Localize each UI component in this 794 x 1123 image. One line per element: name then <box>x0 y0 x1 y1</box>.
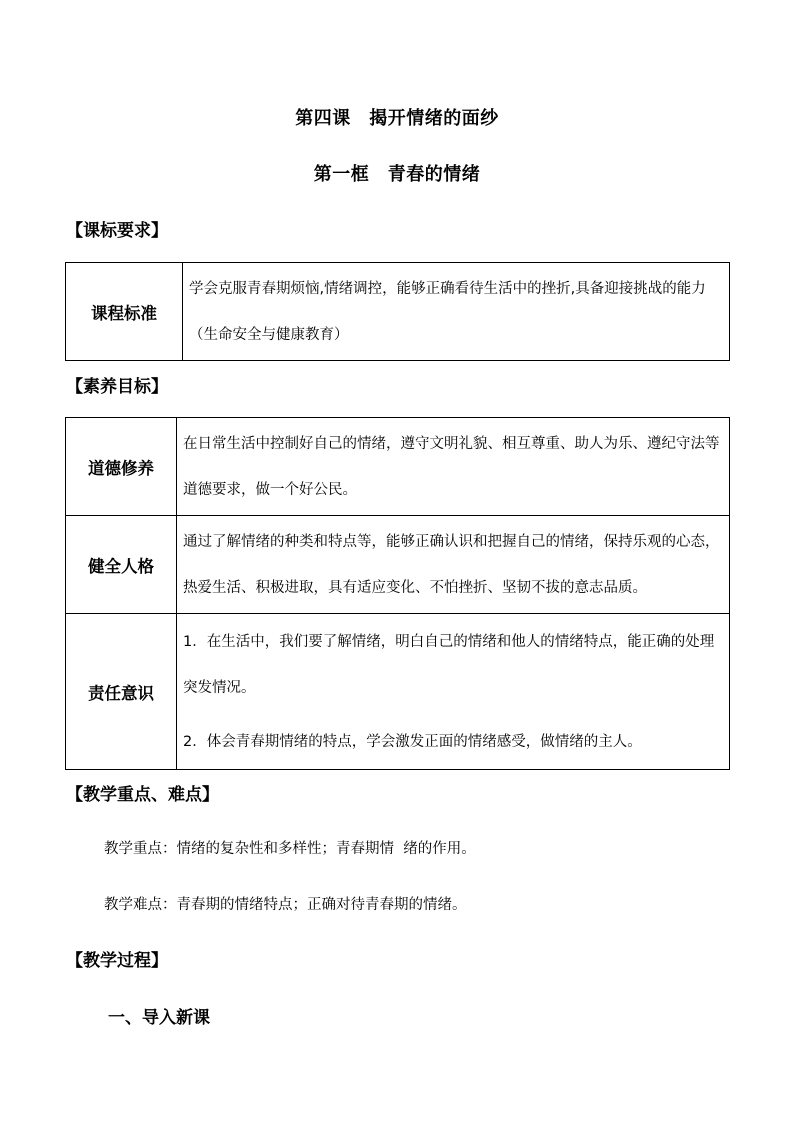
goal-label: 道德修养 <box>66 418 177 516</box>
goal-paragraph: 通过了解情绪的种类和特点等，能够正确认识和把握自己的情绪，保持乐观的心态，热爱生活、积极进取，具有适应变化、不怕挫折、坚韧不拔的意志品质。 <box>183 533 720 596</box>
goal-row-morality <box>66 418 730 516</box>
teaching-difficulty: 教学难点：青春期的情绪特点；正确对待青春期的情绪。 <box>104 897 467 913</box>
literacy-goals-heading: 【素养目标】 <box>66 377 168 397</box>
curriculum-paragraph: 学会克服青春期烦恼,情绪调控，能够正确看待生活中的挫折,具备迎接挑战的能力（生命安全与健康教育） <box>189 280 706 343</box>
teaching-focus: 教学重点：情绪的复杂性和多样性；青春期情 绪的作用。 <box>104 841 476 857</box>
curriculum-table <box>65 262 730 361</box>
literacy-goals-table <box>65 417 730 770</box>
section-title: 第一框 青春的情绪 <box>313 164 481 185</box>
goal-content <box>177 614 730 770</box>
goal-label: 健全人格 <box>66 516 177 614</box>
lesson-title: 第四课 揭开情绪的面纱 <box>295 108 499 129</box>
curriculum-heading: 【课标要求】 <box>66 221 168 241</box>
goal-content <box>177 516 730 614</box>
goal-row-responsibility <box>66 614 730 770</box>
goal-paragraph: 1．在生活中，我们要了解情绪，明白自己的情绪和他人的情绪特点，能正确的处理突发情况。 <box>183 633 715 696</box>
step-intro-heading: 一、导入新课 <box>108 1008 210 1028</box>
goal-row-personality <box>66 516 730 614</box>
goal-paragraph: 2．体会青春期情绪的特点，学会激发正面的情绪感受，做情绪的主人。 <box>183 733 642 750</box>
goal-label: 责任意识 <box>66 614 177 770</box>
curriculum-text <box>183 263 730 361</box>
goal-paragraph: 在日常生活中控制好自己的情绪，遵守文明礼貌、相互尊重、助人为乐、遵纪守法等道德要求，做一个好公民。 <box>183 435 720 498</box>
key-points-heading: 【教学重点、难点】 <box>66 785 219 805</box>
goal-content <box>177 418 730 516</box>
teaching-process-heading: 【教学过程】 <box>66 951 168 971</box>
curriculum-label: 课程标准 <box>66 263 183 361</box>
